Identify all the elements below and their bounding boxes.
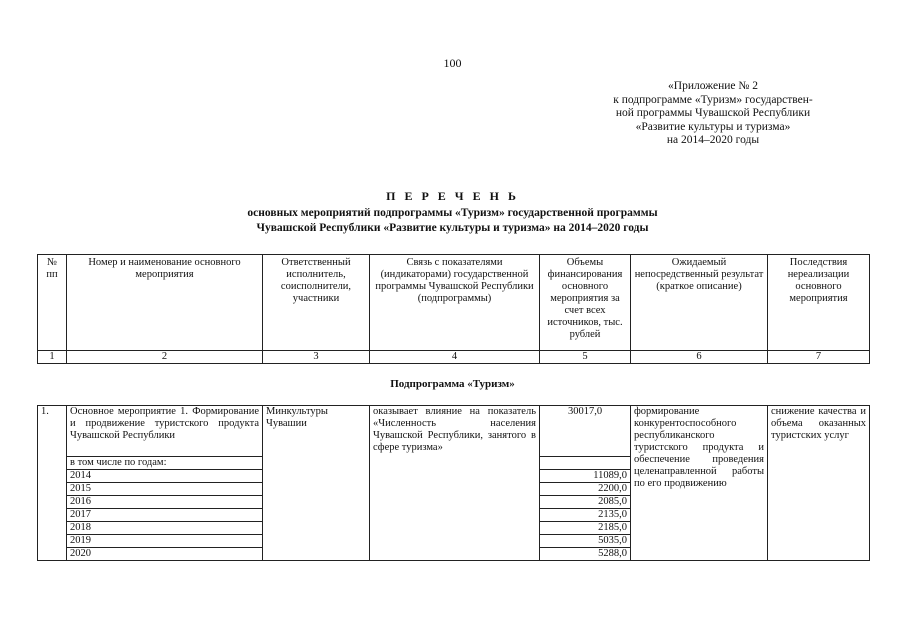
year-label: 2016 xyxy=(67,496,263,509)
year-label: 2014 xyxy=(67,470,263,483)
year-funding: 2085,0 xyxy=(540,496,631,509)
year-funding: 2185,0 xyxy=(540,522,631,535)
year-funding: 11089,0 xyxy=(540,470,631,483)
column-number: 7 xyxy=(768,351,870,364)
header-col-number: № пп xyxy=(38,255,67,351)
row-number: 1. xyxy=(38,406,67,561)
year-label: 2017 xyxy=(67,509,263,522)
appendix-line: «Развитие культуры и туризма» xyxy=(635,120,791,133)
header-col-name: Номер и наименование основного мероприятия xyxy=(67,255,263,351)
column-number: 4 xyxy=(370,351,540,364)
activities-table xyxy=(37,405,870,561)
year-label: 2015 xyxy=(67,483,263,496)
activity-indicator-link: оказывает влияние на показатель «Численность населения Чувашской Республики, занятого в сфере туризма» xyxy=(370,406,540,561)
activity-consequence: снижение качества и объема оказанных туристских услуг xyxy=(768,406,870,561)
header-col-funding: Объемы финансирования основного мероприятия за счет всех источников, тыс. рублей xyxy=(540,255,631,351)
column-number: 5 xyxy=(540,351,631,364)
header-col-executor: Ответственный исполнитель, соисполнители, участники xyxy=(263,255,370,351)
column-number: 3 xyxy=(263,351,370,364)
year-funding: 5288,0 xyxy=(540,548,631,561)
year-label: 2018 xyxy=(67,522,263,535)
subprogram-title: Подпрограмма «Туризм» xyxy=(390,378,515,390)
header-col-result: Ожидаемый непосредственный результат (краткое описание) xyxy=(631,255,768,351)
activity-total-funding: 30017,0 xyxy=(540,406,631,457)
year-funding: 2135,0 xyxy=(540,509,631,522)
activity-executor: Минкультуры Чувашии xyxy=(263,406,370,561)
subtitle-line: Чувашской Республики «Развитие культуры и туризма» на 2014–2020 годы xyxy=(256,222,649,234)
funding-cell xyxy=(540,457,631,470)
appendix-line: ной программы Чувашской Республики xyxy=(615,107,811,119)
header-col-link: Связь с показателями (индикаторами) государственной программы Чувашской Республики (подпрограммы) xyxy=(370,255,540,351)
activity-name: Основное мероприятие 1. Формирование и продвижение туристского продукта Чувашской Республики xyxy=(67,406,263,457)
year-funding: 2200,0 xyxy=(540,483,631,496)
appendix-line: на 2014–2020 годы xyxy=(666,134,760,146)
year-label: 2020 xyxy=(67,548,263,561)
year-label: 2019 xyxy=(67,535,263,548)
by-years-label: в том числе по годам: xyxy=(67,457,263,470)
column-number: 2 xyxy=(67,351,263,364)
column-number: 6 xyxy=(631,351,768,364)
year-funding: 5035,0 xyxy=(540,535,631,548)
column-number-row xyxy=(38,351,870,364)
header-table xyxy=(37,254,870,364)
appendix-note xyxy=(578,80,848,148)
header-col-consequence: Последствия нереализации основного мероприятия xyxy=(768,255,870,351)
document-title: П Е Р Е Ч Е Н Ь xyxy=(386,189,519,203)
subtitle-line: основных мероприятий подпрограммы «Туризм» государственной программы xyxy=(247,207,658,219)
activity-expected-result: формирование конкурентоспособного республиканского туристского продукта и обеспечение проведения целенаправленной работы по его продвижению xyxy=(631,406,768,561)
table-row xyxy=(38,406,870,457)
page-number: 100 xyxy=(443,56,462,70)
document-subtitle xyxy=(0,206,905,236)
column-number: 1 xyxy=(38,351,67,364)
appendix-line: «Приложение № 2 xyxy=(668,80,758,92)
appendix-line: к подпрограмме «Туризм» государствен- xyxy=(613,93,813,106)
